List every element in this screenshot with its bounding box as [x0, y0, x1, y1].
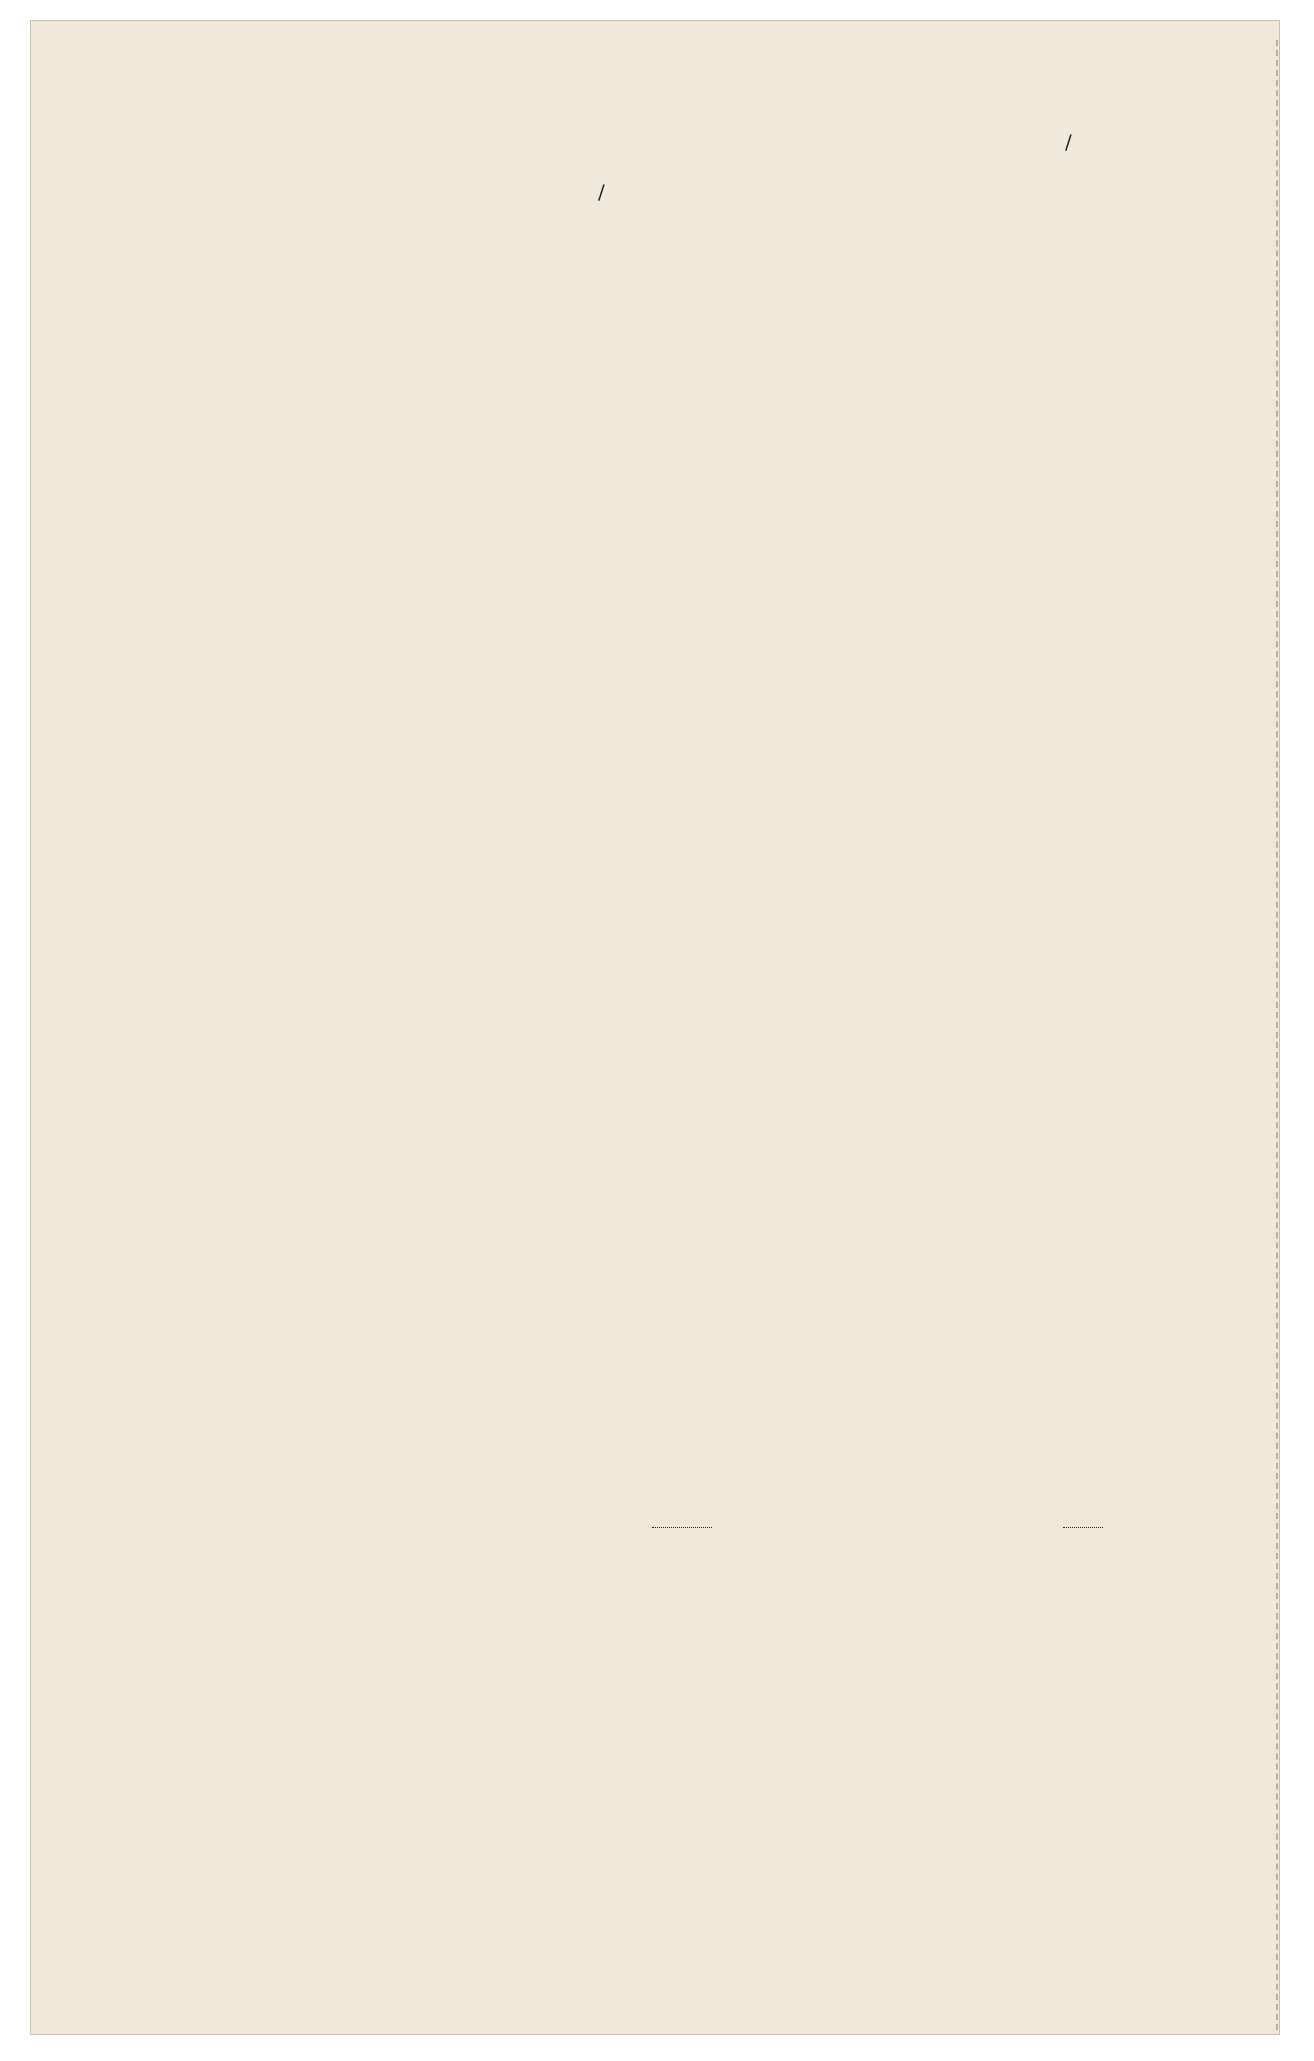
form-paper: [30, 20, 1280, 2035]
part-d-unit-blank: [652, 1513, 712, 1528]
perforation-edge: [1276, 40, 1278, 2030]
part-d-date-blank: [1063, 1513, 1103, 1528]
